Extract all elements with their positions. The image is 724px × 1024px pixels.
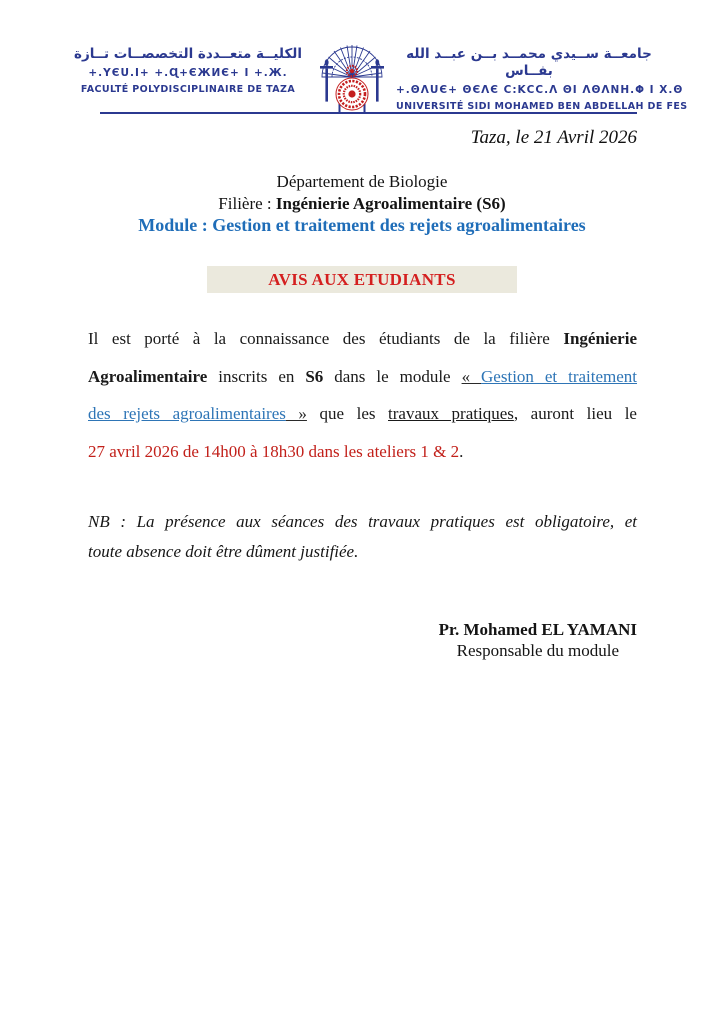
text-run-bold: S6 bbox=[305, 366, 324, 386]
text-run: dans le module bbox=[323, 366, 462, 386]
open-guillemet: « bbox=[461, 366, 482, 386]
faculty-name-tifinagh: +.ΥЄU.Ι+ +.Ɋ+ЄЖИЄ+ Ι +.Ж. bbox=[88, 67, 288, 79]
faculty-name-arabic: الكليــة متعــددة التخصصــات تــازة bbox=[73, 46, 302, 62]
signature-block bbox=[439, 619, 637, 661]
document-heading bbox=[0, 171, 724, 237]
date-line: Taza, le 21 Avril 2026 bbox=[470, 127, 637, 148]
signature-role: Responsable du module bbox=[456, 641, 620, 660]
nb-note bbox=[88, 507, 637, 567]
faculty-name-french: FACULTÉ POLYDISCIPLINAIRE DE TAZA bbox=[80, 84, 296, 95]
filiere-line bbox=[0, 193, 724, 215]
header-right-institution bbox=[396, 46, 688, 113]
text-run: . bbox=[459, 441, 464, 461]
nb-line-1: NB : La présence aux séances des travaux pratiques est obligatoire, et bbox=[88, 512, 637, 531]
notice-banner bbox=[207, 266, 517, 293]
close-guillemet: » bbox=[285, 404, 307, 423]
paragraph-line-3 bbox=[88, 395, 637, 433]
text-run: , auront lieu le bbox=[513, 404, 637, 423]
main-paragraph bbox=[88, 320, 637, 470]
text-run-bold: Agroalimentaire bbox=[88, 366, 208, 386]
paragraph-line-4 bbox=[88, 433, 637, 471]
module-line: Module : Gestion et traitement des rejets agroalimentaires bbox=[138, 215, 586, 235]
module-name-link[interactable]: Gestion et traitement bbox=[481, 366, 638, 386]
nb-line-2: toute absence doit être dûment justifiée. bbox=[88, 542, 359, 561]
department-line: Département de Biologie bbox=[276, 172, 448, 191]
notice-title: AVIS AUX ETUDIANTS bbox=[268, 270, 456, 289]
university-logo-icon bbox=[316, 40, 388, 116]
text-run-underlined: travaux pratiques bbox=[388, 404, 514, 423]
module-name-link[interactable]: des rejets agroalimentaires bbox=[88, 404, 286, 423]
paragraph-line-1 bbox=[88, 320, 637, 358]
header-left-institution bbox=[62, 46, 314, 96]
text-run: inscrits en bbox=[207, 366, 306, 386]
text-run: que les bbox=[306, 404, 389, 423]
university-name-tifinagh: +.ΘΛUЄ+ ΘЄΛЄ C:ΚCC.Λ ΘΙ ΛΘΛΝΗ.Φ Ι X.Θ bbox=[396, 84, 684, 96]
university-name-french: UNIVERSITÉ SIDI MOHAMED BEN ABDELLAH DE FES bbox=[396, 101, 688, 112]
schedule-highlight-red: 27 avril 2026 de 14h00 à 18h30 dans les ateliers 1 & 2 bbox=[88, 441, 460, 461]
filiere-label: Filière : bbox=[218, 193, 276, 213]
university-name-arabic: جامعــة ســيدي محمــد بــن عبــد الله بفــاس bbox=[406, 46, 652, 79]
signature-name: Pr. Mohamed EL YAMANI bbox=[438, 620, 637, 639]
filiere-value: Ingénierie Agroalimentaire (S6) bbox=[275, 193, 506, 213]
text-run: Il est porté à la connaissance des étudiants de la filière bbox=[88, 329, 564, 348]
paragraph-line-2 bbox=[88, 358, 637, 396]
text-run-bold: Ingénierie bbox=[563, 329, 637, 348]
